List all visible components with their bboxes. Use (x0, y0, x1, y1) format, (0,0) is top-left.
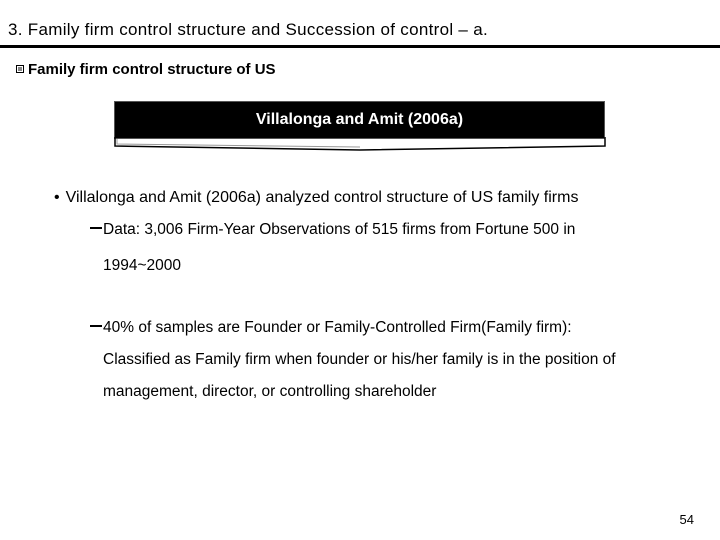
sub-bullet-continuation: 1994~2000 (103, 257, 182, 274)
source-banner (114, 101, 605, 139)
dash-bullet-icon (90, 325, 102, 327)
sub-bullet-samples (90, 319, 572, 337)
section-heading-text: Family firm control structure of US (28, 61, 276, 78)
source-banner-label: Villalonga and Amit (2006a) (255, 111, 464, 128)
sub-bullet-continuation: Classified as Family firm when founder or his/her family is in the position of (103, 351, 616, 368)
page-number: 54 (679, 512, 694, 527)
sub-bullet-continuation: management, director, or controlling shareholder (103, 383, 437, 400)
square-bullet-icon (16, 65, 24, 73)
sub-bullet-text: Data: 3,006 Firm-Year Observations of 515 firms from Fortune 500 in (103, 221, 576, 238)
section-heading (16, 61, 276, 78)
slide-title: 3. Family firm control structure and Succession of control – a. (8, 20, 488, 39)
bullet-text: Villalonga and Amit (2006a) analyzed control structure of US family firms (65, 189, 579, 206)
bullet-item (54, 189, 578, 207)
sub-bullet-text: 40% of samples are Founder or Family-Controlled Firm(Family firm): (103, 319, 572, 336)
dash-bullet-icon (90, 227, 102, 229)
sub-bullet-data (90, 221, 575, 239)
title-divider (0, 45, 720, 48)
banner-brace (114, 137, 606, 151)
bullet-dot-icon: • (54, 189, 60, 206)
